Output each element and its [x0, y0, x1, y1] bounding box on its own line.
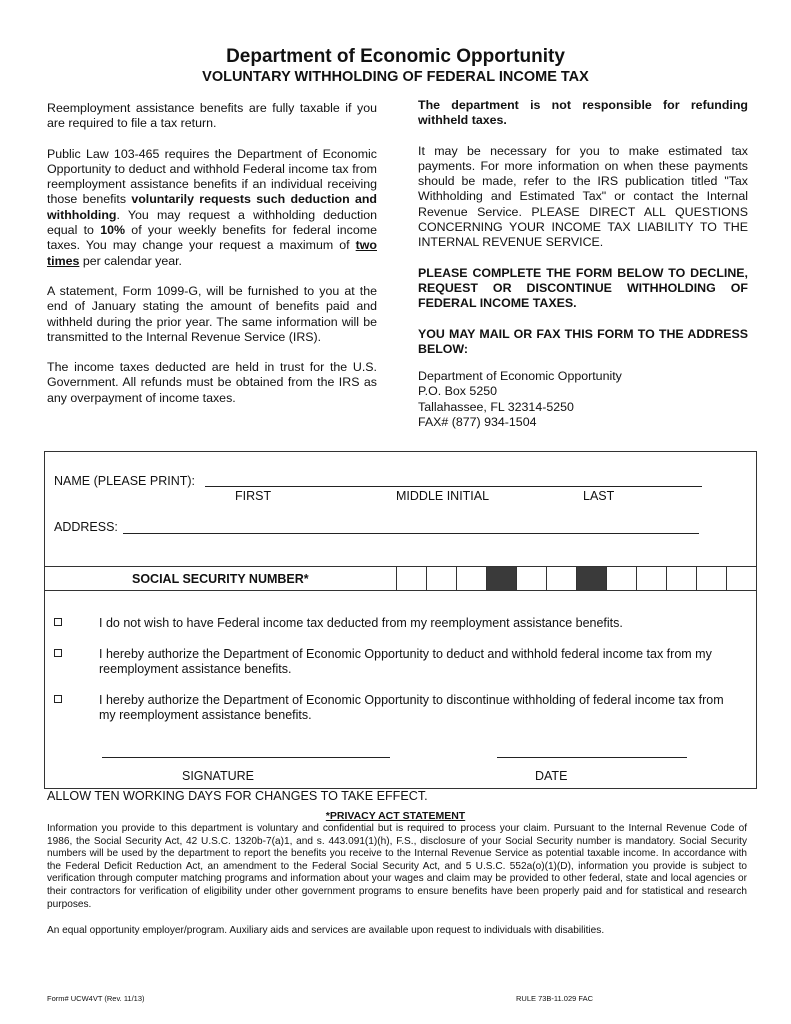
ssn-row [45, 566, 756, 591]
form-number: Form# UCW4VT (Rev. 11/13) [47, 994, 145, 1003]
last-name-label: LAST [583, 489, 615, 503]
not-responsible-paragraph: The department is not responsible for refunding withheld taxes. [418, 98, 748, 128]
name-field[interactable] [205, 486, 702, 487]
left-column [47, 101, 377, 421]
trust-paragraph: The income taxes deducted are held in trust for the U.S. Government. All refunds must be obtained from the IRS as any overpayment of income taxes. [47, 360, 377, 405]
public-law-paragraph: Public Law 103-465 requires the Department of Economic Opportunity to deduct and withhold Federal income tax from reemployment assistance benefits if an individual receiving those benefits voluntarily requests such deduction and withholding. You may request a withholding deduction equal to 10% of your weekly benefits for federal income taxes. You may change your request a maximum of two times per calendar year. [47, 146, 378, 268]
ssn-digit-box[interactable] [666, 567, 696, 590]
address-field[interactable] [123, 533, 699, 534]
middle-initial-label: MIDDLE INITIAL [396, 489, 490, 503]
ssn-digit-box[interactable] [516, 567, 546, 590]
privacy-statement: Information you provide to this department is voluntary and confidential but is required to process your claim. Pursuant to the Internal Revenue Code of 1986, the Social Security Act, 42 U.S.C. 1320b-7(a)1, and s. 443.091(1)(h), F.S., disclosure of your Social Security number is mandatory. Social Security numbers will be used by the department to report the benefits you receive to the Internal Revenue Service as potential taxable income. In accordance with the Federal Deficit Reduction Act, an amendment to the Federal Social Security Act, and 5 U.S.C. 552a(o)(1)(D), information you provide is subject to verification through computer matching programs and information about your wages and claim may be provided to other federal, state and local agencies or their contractors for verification of eligibility under other government programs to ensure benefits have been properly paid and for statistical and research purposes. [47, 823, 747, 910]
mail-fax-paragraph: YOU MAY MAIL OR FAX THIS FORM TO THE ADDRESS BELOW: [418, 326, 748, 356]
address-label: ADDRESS: [54, 520, 118, 534]
ssn-digit-box[interactable] [696, 567, 726, 590]
privacy-title: *PRIVACY ACT STATEMENT [325, 810, 466, 822]
ssn-label: SOCIAL SECURITY NUMBER* [132, 572, 309, 586]
ssn-digit-box[interactable] [636, 567, 666, 590]
discontinue-option-text: I hereby authorize the Department of Economic Opportunity to discontinue withholding of federal income tax from my reemployment assistance benefits. [99, 693, 724, 722]
signature-field[interactable] [102, 757, 390, 758]
decline-checkbox[interactable] [54, 618, 62, 626]
ssn-digit-box[interactable] [426, 567, 456, 590]
mailing-address: Department of Economic Opportunity P.O. Box 5250 Tallahassee, FL 32314-5250 FAX# (877) 934-1504 [418, 369, 622, 430]
decline-option-text: I do not wish to have Federal income tax deducted from my reemployment assistance benefits. [99, 616, 623, 630]
form-1099g-paragraph: A statement, Form 1099-G, will be furnished to you at the end of January stating the amount of benefits paid and withheld during the prior year. The same information will be transmitted to the Internal Revenue Service (IRS). [47, 283, 377, 344]
request-option-text: I hereby authorize the Department of Economic Opportunity to deduct and withhold federal income tax from my reemployment assistance benefits. [99, 647, 712, 676]
name-label: NAME (PLEASE PRINT): [54, 474, 195, 488]
ssn-separator-box [486, 567, 516, 590]
ssn-digit-box[interactable] [606, 567, 636, 590]
ssn-digit-box[interactable] [546, 567, 576, 590]
signature-label: SIGNATURE [182, 769, 254, 783]
taxable-paragraph: Reemployment assistance benefits are fully taxable if you are required to file a tax return. [47, 101, 377, 131]
page-subtitle: VOLUNTARY WITHHOLDING OF FEDERAL INCOME TAX [202, 69, 589, 85]
processing-notice: ALLOW TEN WORKING DAYS FOR CHANGES TO TAKE EFFECT. [47, 789, 428, 803]
date-field[interactable] [497, 757, 687, 758]
right-column [418, 98, 748, 445]
eeo-statement: An equal opportunity employer/program. Auxiliary aids and services are available upon request to individuals with disabilities. [47, 925, 605, 936]
date-label: DATE [535, 769, 568, 783]
ssn-digit-box[interactable] [726, 567, 756, 590]
first-name-label: FIRST [235, 489, 272, 503]
withholding-form [44, 451, 757, 789]
page-title: Department of Economic Opportunity [226, 46, 565, 67]
complete-form-paragraph: PLEASE COMPLETE THE FORM BELOW TO DECLINE, REQUEST OR DISCONTINUE WITHHOLDING OF FEDERAL INCOME TAXES. [418, 265, 748, 311]
ssn-digit-box[interactable] [396, 567, 426, 590]
request-checkbox[interactable] [54, 649, 62, 657]
ssn-digit-box[interactable] [456, 567, 486, 590]
estimated-tax-paragraph: It may be necessary for you to make estimated tax payments. For more information on when these payments should be made, refer to the IRS publication titled "Tax Withholding and Estimated Tax" or contact the Internal Revenue Service. PLEASE DIRECT ALL QUESTIONS CONCERNING YOUR INCOME TAX LIABILITY TO THE INTERNAL REVENUE SERVICE. [418, 143, 748, 250]
discontinue-checkbox[interactable] [54, 695, 62, 703]
rule-reference: RULE 73B-11.029 FAC [516, 994, 593, 1003]
ssn-separator-box [576, 567, 606, 590]
